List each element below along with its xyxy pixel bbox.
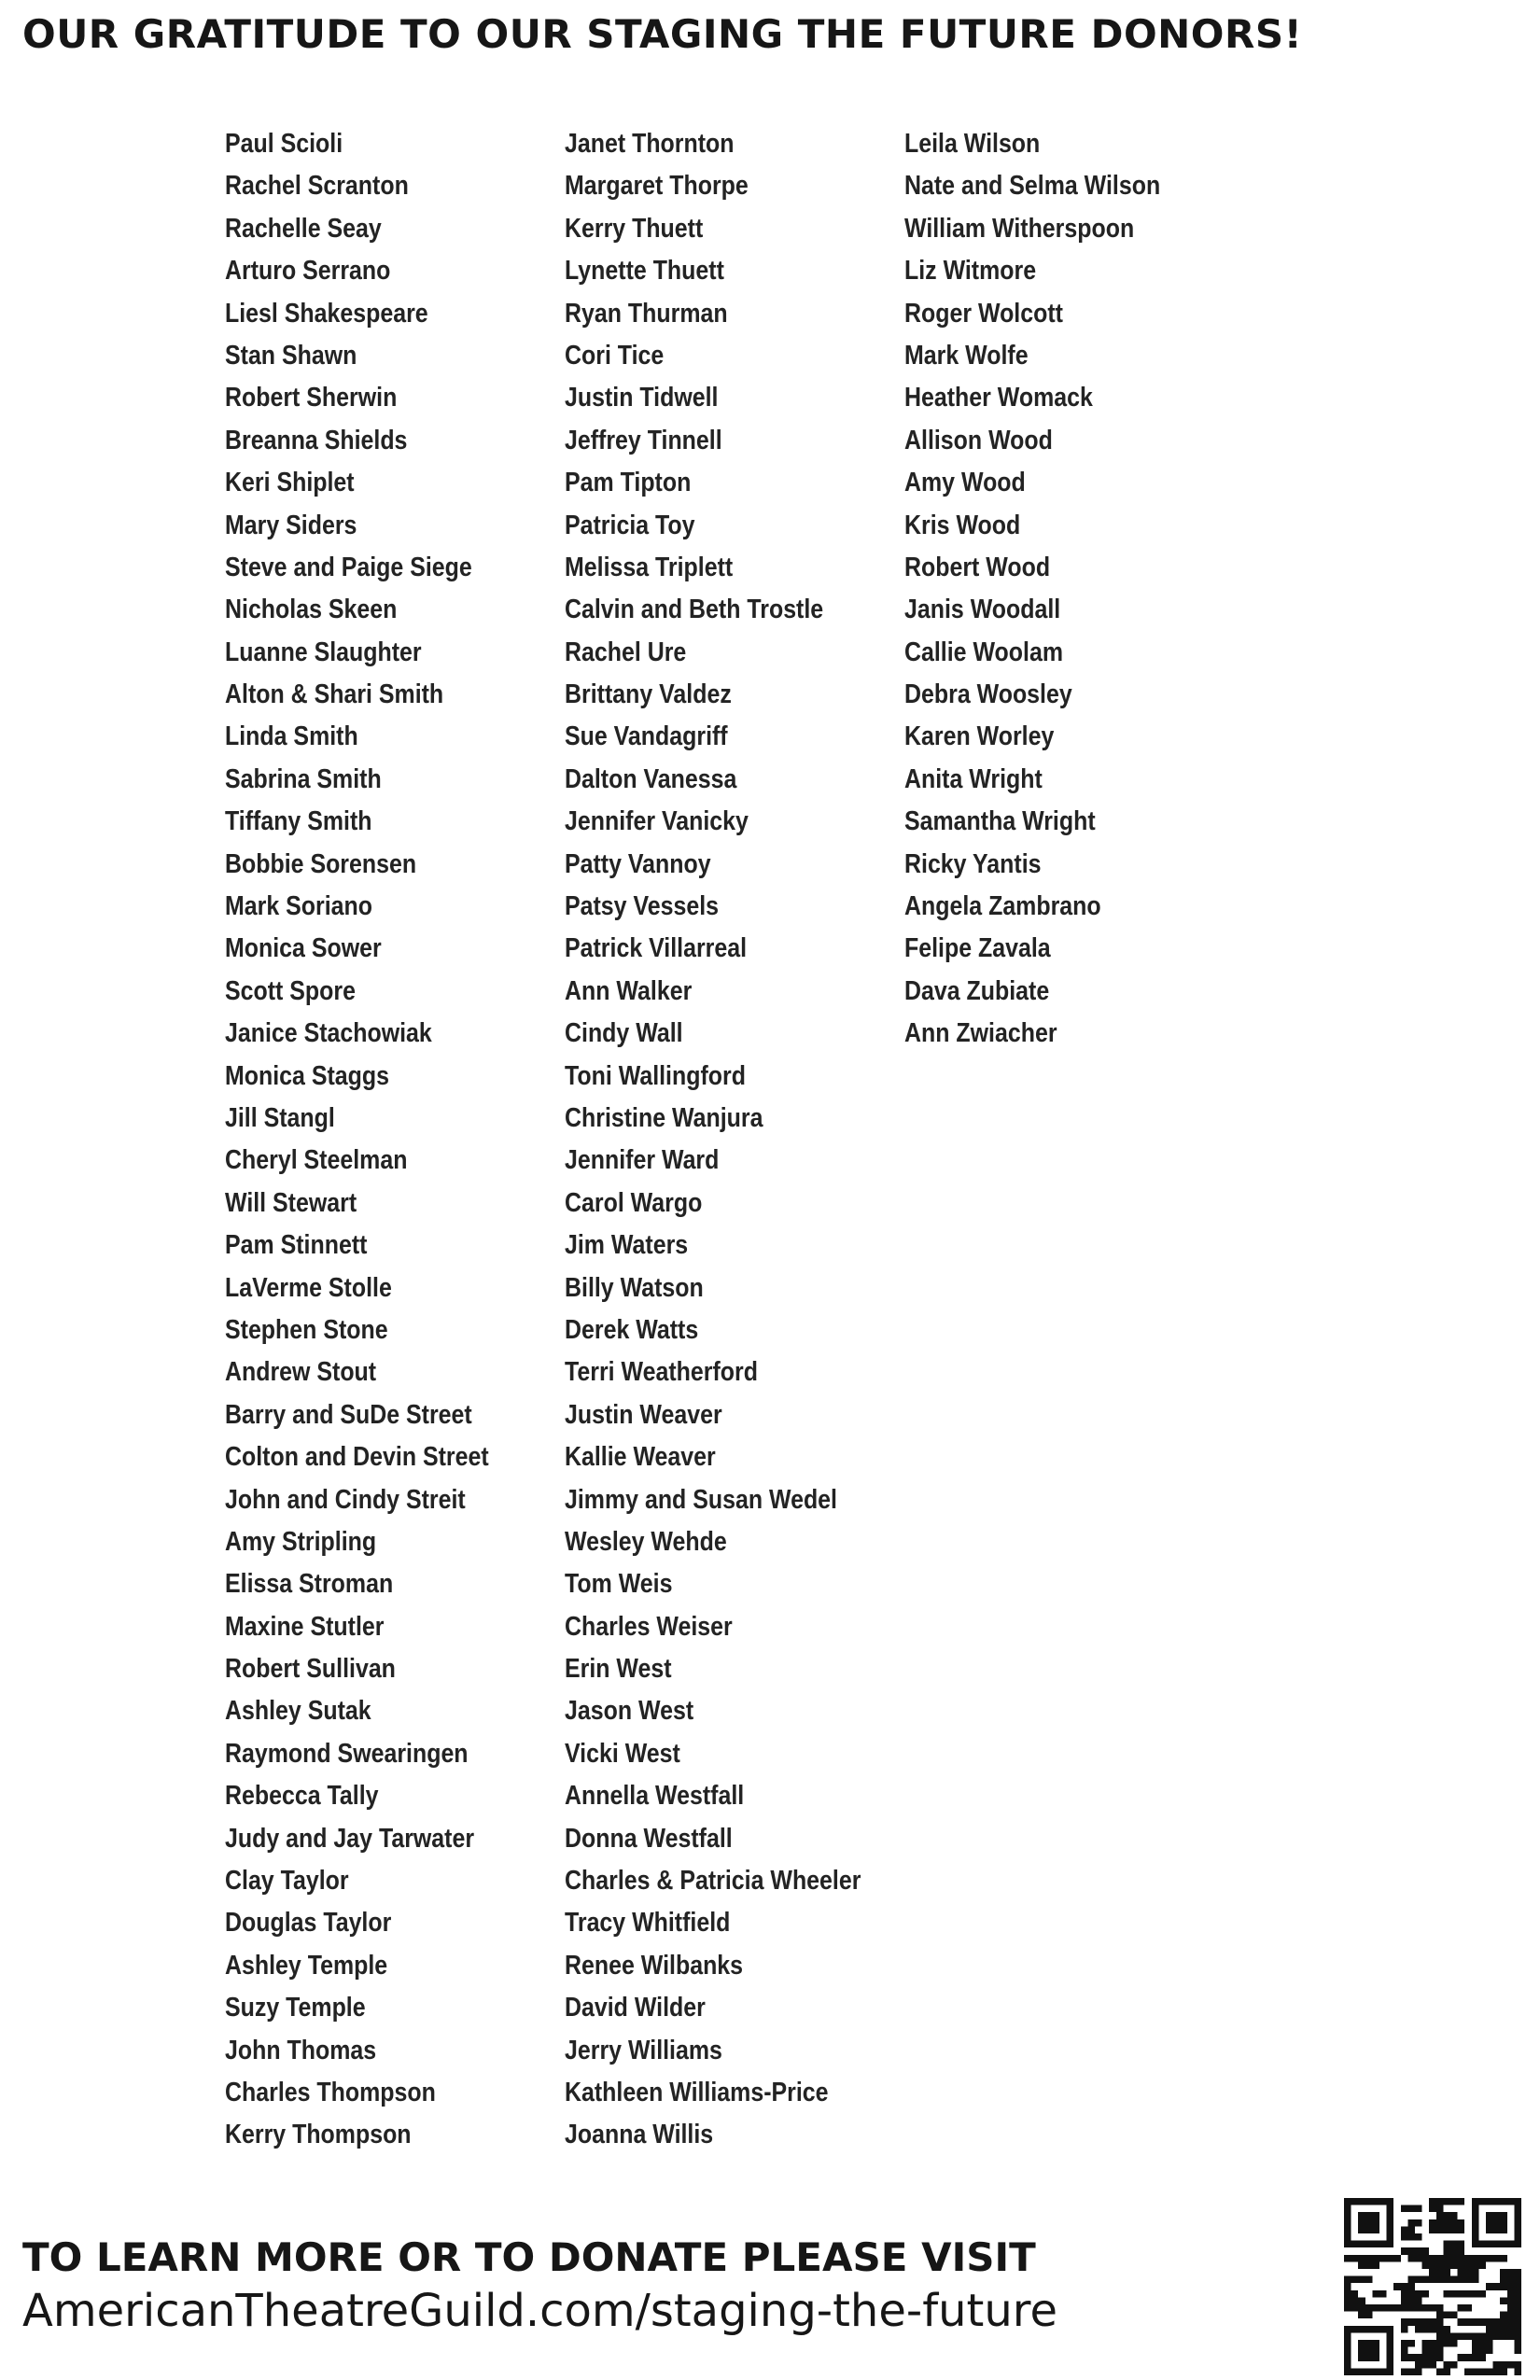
donor-name: Justin Weaver bbox=[565, 1399, 722, 1430]
donor-name: Kerry Thuett bbox=[565, 213, 704, 244]
donor-name: Dalton Vanessa bbox=[565, 763, 737, 794]
donor-name: Andrew Stout bbox=[225, 1357, 377, 1388]
donor-name: Dava Zubiate bbox=[904, 975, 1050, 1006]
donor-name: Pam Tipton bbox=[565, 468, 692, 498]
donor-name: Clay Taylor bbox=[225, 1866, 349, 1897]
donor-name: Derek Watts bbox=[565, 1314, 699, 1345]
donor-name: Ashley Sutak bbox=[225, 1696, 371, 1727]
donor-name: Mark Soriano bbox=[225, 891, 372, 922]
donor-name: Sabrina Smith bbox=[225, 763, 382, 794]
donor-name: Robert Sherwin bbox=[225, 383, 398, 413]
donor-name: Rebecca Tally bbox=[225, 1781, 379, 1812]
donor-name: Angela Zambrano bbox=[904, 891, 1101, 922]
donor-name: Rachel Scranton bbox=[225, 171, 409, 202]
donate-link[interactable]: AmericanTheatreGuild.com/staging-the-future bbox=[22, 2285, 1057, 2337]
donor-name: Mark Wolfe bbox=[904, 340, 1029, 371]
donor-name: Robert Wood bbox=[904, 552, 1051, 582]
donor-name: Margaret Thorpe bbox=[565, 171, 749, 202]
donor-name: Kathleen Williams-Price bbox=[565, 2077, 829, 2107]
donor-name: Jennifer Ward bbox=[565, 1145, 720, 1176]
donor-name: Cindy Wall bbox=[565, 1018, 683, 1049]
donor-name: Leila Wilson bbox=[904, 129, 1041, 159]
donor-name: Tracy Whitfield bbox=[565, 1908, 731, 1939]
donor-name: Maxine Stutler bbox=[225, 1611, 385, 1642]
donor-name: Jerry Williams bbox=[565, 2035, 722, 2065]
donor-name: Carol Wargo bbox=[565, 1187, 703, 1218]
donor-name: LaVerme Stolle bbox=[225, 1272, 392, 1303]
donor-name: Janet Thornton bbox=[565, 129, 735, 159]
donor-name: Mary Siders bbox=[225, 510, 357, 540]
donor-name: Annella Westfall bbox=[565, 1781, 745, 1812]
donor-name: Ann Walker bbox=[565, 975, 693, 1006]
donor-name: Breanna Shields bbox=[225, 425, 408, 455]
donor-name: Patty Vannoy bbox=[565, 848, 711, 879]
donor-name: Felipe Zavala bbox=[904, 933, 1051, 964]
donor-column-1 bbox=[225, 123, 532, 2157]
donor-name: Patsy Vessels bbox=[565, 891, 720, 922]
donor-name: Donna Westfall bbox=[565, 1823, 733, 1854]
donor-name: Patricia Toy bbox=[565, 510, 695, 540]
donor-name: Vicki West bbox=[565, 1738, 680, 1769]
donor-name: Callie Woolam bbox=[904, 637, 1064, 667]
donor-name: Ann Zwiacher bbox=[904, 1018, 1057, 1049]
footer-heading: TO LEARN MORE OR TO DONATE PLEASE VISIT bbox=[22, 2234, 1036, 2280]
donor-name: Charles Weiser bbox=[565, 1611, 733, 1642]
donor-name: Robert Sullivan bbox=[225, 1654, 396, 1685]
donor-name: Stephen Stone bbox=[225, 1314, 388, 1345]
donor-name: Tiffany Smith bbox=[225, 806, 372, 837]
donor-name: Rachelle Seay bbox=[225, 213, 382, 244]
donor-name: Monica Sower bbox=[225, 933, 382, 964]
donor-name: Erin West bbox=[565, 1654, 672, 1685]
donor-name: Nicholas Skeen bbox=[225, 595, 398, 625]
donor-name: Kallie Weaver bbox=[565, 1442, 716, 1473]
donor-name: Calvin and Beth Trostle bbox=[565, 595, 824, 625]
donor-name: Janis Woodall bbox=[904, 595, 1061, 625]
donor-name: Renee Wilbanks bbox=[565, 1950, 744, 1981]
donor-name: Scott Spore bbox=[225, 975, 356, 1006]
donor-name: Samantha Wright bbox=[904, 806, 1096, 837]
donor-name: Judy and Jay Tarwater bbox=[225, 1823, 475, 1854]
donor-column-3 bbox=[904, 123, 1202, 1056]
donor-name: Linda Smith bbox=[225, 721, 358, 752]
donor-name: Lynette Thuett bbox=[565, 256, 724, 287]
donor-name: Patrick Villarreal bbox=[565, 933, 748, 964]
donor-name: Kerry Thompson bbox=[225, 2120, 412, 2150]
donor-name: Rachel Ure bbox=[565, 637, 687, 667]
donor-name: Jim Waters bbox=[565, 1230, 689, 1261]
donor-name: Cheryl Steelman bbox=[225, 1145, 408, 1176]
donor-name: Jill Stangl bbox=[225, 1102, 335, 1133]
donor-name: Jeffrey Tinnell bbox=[565, 425, 722, 455]
donor-name: Toni Wallingford bbox=[565, 1060, 746, 1091]
donor-name: Cori Tice bbox=[565, 340, 665, 371]
donor-name: Kris Wood bbox=[904, 510, 1021, 540]
donor-name: Charles & Patricia Wheeler bbox=[565, 1866, 861, 1897]
donor-name: Jason West bbox=[565, 1696, 694, 1727]
donor-name: Elissa Stroman bbox=[225, 1569, 394, 1600]
donor-name: Tom Weis bbox=[565, 1569, 673, 1600]
donor-name: Alton & Shari Smith bbox=[225, 679, 444, 710]
donor-name: Ricky Yantis bbox=[904, 848, 1042, 879]
donor-name: Luanne Slaughter bbox=[225, 637, 422, 667]
donor-name: Will Stewart bbox=[225, 1187, 357, 1218]
donor-name: Christine Wanjura bbox=[565, 1102, 763, 1133]
donor-name: Keri Shiplet bbox=[225, 468, 355, 498]
donor-name: William Witherspoon bbox=[904, 213, 1135, 244]
donor-name: Karen Worley bbox=[904, 721, 1055, 752]
donor-name: Monica Staggs bbox=[225, 1060, 390, 1091]
donor-column-2 bbox=[565, 123, 909, 2157]
donor-name: Allison Wood bbox=[904, 425, 1053, 455]
donor-name: Debra Woosley bbox=[904, 679, 1072, 710]
donor-name: Liz Witmore bbox=[904, 256, 1037, 287]
donor-name: Arturo Serrano bbox=[225, 256, 391, 287]
donor-name: Stan Shawn bbox=[225, 340, 357, 371]
donor-name: Charles Thompson bbox=[225, 2077, 436, 2107]
donor-name: Pam Stinnett bbox=[225, 1230, 368, 1261]
donor-name: Amy Wood bbox=[904, 468, 1026, 498]
donor-name: Brittany Valdez bbox=[565, 679, 732, 710]
donor-name: Janice Stachowiak bbox=[225, 1018, 432, 1049]
qr-code-icon[interactable] bbox=[1344, 2198, 1521, 2375]
donor-name: John and Cindy Streit bbox=[225, 1484, 466, 1515]
donor-name: Steve and Paige Siege bbox=[225, 552, 472, 582]
donor-name: Sue Vandagriff bbox=[565, 721, 728, 752]
donor-name: Heather Womack bbox=[904, 383, 1093, 413]
donor-name: Raymond Swearingen bbox=[225, 1738, 469, 1769]
donor-name: Colton and Devin Street bbox=[225, 1442, 489, 1473]
donor-name: Ryan Thurman bbox=[565, 298, 728, 329]
donor-name: Billy Watson bbox=[565, 1272, 704, 1303]
donor-name: Liesl Shakespeare bbox=[225, 298, 428, 329]
donor-name: Joanna Willis bbox=[565, 2120, 714, 2150]
donor-name: Douglas Taylor bbox=[225, 1908, 392, 1939]
page-title: OUR GRATITUDE TO OUR STAGING THE FUTURE DONORS! bbox=[22, 11, 1303, 57]
donor-name: Ashley Temple bbox=[225, 1950, 388, 1981]
donor-name: Terri Weatherford bbox=[565, 1357, 758, 1388]
donor-name: Nate and Selma Wilson bbox=[904, 171, 1161, 202]
donor-name: Justin Tidwell bbox=[565, 383, 719, 413]
donor-name: Roger Wolcott bbox=[904, 298, 1063, 329]
donor-name: Barry and SuDe Street bbox=[225, 1399, 472, 1430]
donor-name: Anita Wright bbox=[904, 763, 1043, 794]
donor-name: Jimmy and Susan Wedel bbox=[565, 1484, 837, 1515]
donor-name: Suzy Temple bbox=[225, 1993, 366, 2023]
donor-name: David Wilder bbox=[565, 1993, 706, 2023]
donor-name: Amy Stripling bbox=[225, 1526, 377, 1557]
donor-name: John Thomas bbox=[225, 2035, 377, 2065]
donor-name: Paul Scioli bbox=[225, 129, 343, 159]
donor-name: Jennifer Vanicky bbox=[565, 806, 749, 837]
donor-name: Melissa Triplett bbox=[565, 552, 734, 582]
donor-name: Wesley Wehde bbox=[565, 1526, 727, 1557]
donor-name: Bobbie Sorensen bbox=[225, 848, 417, 879]
